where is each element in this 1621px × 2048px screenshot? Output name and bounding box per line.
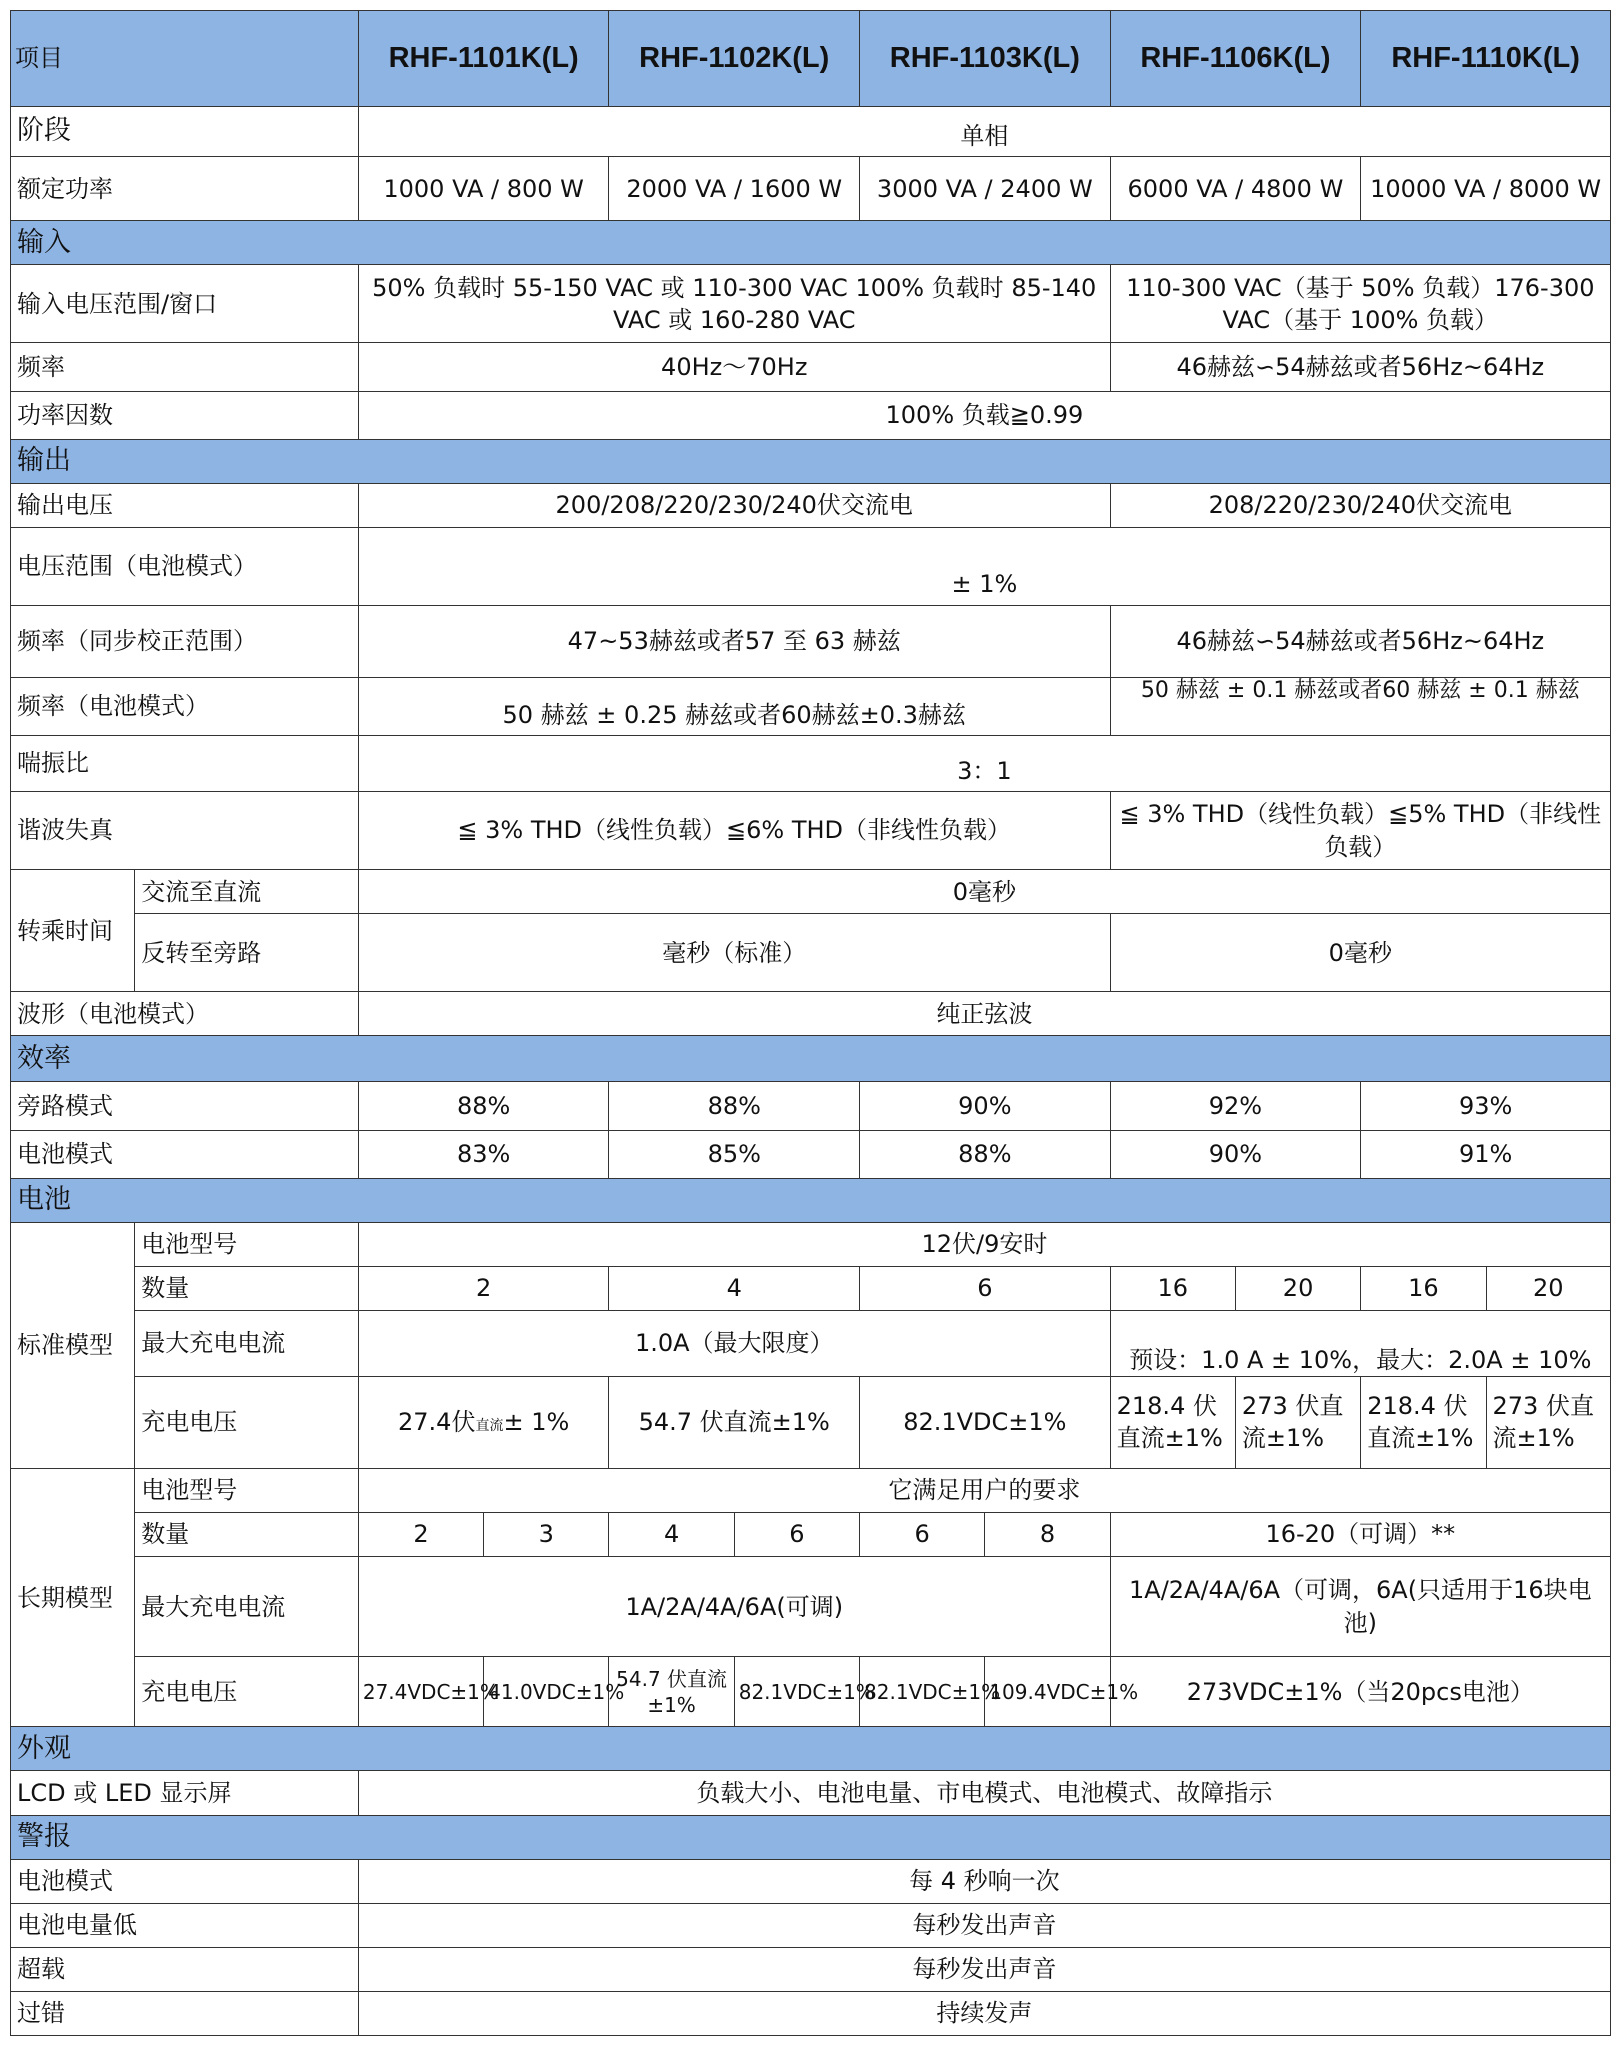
transfer-ac-dc-row: [11, 870, 1611, 914]
std-charge-voltage-value: 218.4 伏直流±1%: [1110, 1376, 1235, 1468]
display-value: 负载大小、电池电量、市电模式、电池模式、故障指示: [358, 1771, 1610, 1815]
voltage-range-label: 电压范围（电池模式）: [11, 527, 359, 605]
long-max-charge-low: 1A/2A/4A/6A(可调): [358, 1557, 1110, 1657]
header-model-2: RHF-1102K(L): [609, 11, 860, 107]
long-qty-value: 2: [358, 1513, 483, 1557]
thd-low: ≦ 3% THD（线性负载）≦6% THD（非线性负载）: [358, 792, 1110, 870]
rated-power-label: 额定功率: [11, 157, 359, 221]
thd-label: 谐波失真: [11, 792, 359, 870]
std-charge-voltage-value: 82.1VDC±1%: [860, 1376, 1111, 1468]
efficiency-battery-value: 83%: [358, 1130, 609, 1178]
frequency-battery-label: 频率（电池模式）: [11, 677, 359, 735]
header-item: 项目: [11, 11, 359, 107]
std-charge-voltage-value: 54.7 伏直流±1%: [609, 1376, 860, 1468]
std-cv-small: 直流: [475, 1418, 504, 1435]
section-efficiency: [11, 1036, 1611, 1082]
input-frequency-low: 40Hz～70Hz: [358, 343, 1110, 391]
long-charge-voltage-row: [11, 1657, 1611, 1727]
frequency-sync-row: [11, 605, 1611, 677]
std-charge-voltage-value: [358, 1376, 609, 1468]
section-output-title: 输出: [11, 439, 1611, 483]
long-charge-voltage-value: 82.1VDC±1%: [860, 1657, 985, 1727]
waveform-row: [11, 992, 1611, 1036]
frequency-battery-high: 50 赫兹 ± 0.1 赫兹或者60 赫兹 ± 0.1 赫兹: [1110, 677, 1610, 735]
header-model-3: RHF-1103K(L): [860, 11, 1111, 107]
transfer-ac-dc-label: 交流至直流: [135, 870, 359, 914]
long-charge-voltage-value: 82.1VDC±1%: [734, 1657, 859, 1727]
efficiency-bypass-row: [11, 1082, 1611, 1130]
waveform-value: 纯正弦波: [358, 992, 1610, 1036]
section-alarm-title: 警报: [11, 1815, 1611, 1859]
voltage-range-value: ± 1%: [358, 527, 1610, 605]
thd-high: ≦ 3% THD（线性负载）≦5% THD（非线性负载）: [1110, 792, 1610, 870]
frequency-sync-low: 47~53赫兹或者57 至 63 赫兹: [358, 605, 1110, 677]
alarm-overload-row: [11, 1947, 1611, 1991]
efficiency-battery-row: [11, 1130, 1611, 1178]
std-max-charge-low: 1.0A（最大限度）: [358, 1310, 1110, 1376]
std-qty-label: 数量: [135, 1266, 359, 1310]
efficiency-battery-label: 电池模式: [11, 1130, 359, 1178]
frequency-sync-label: 频率（同步校正范围）: [11, 605, 359, 677]
section-efficiency-title: 效率: [11, 1036, 1611, 1082]
alarm-battery-label: 电池模式: [11, 1859, 359, 1903]
std-charge-voltage-value: 218.4 伏直流±1%: [1361, 1376, 1486, 1468]
alarm-fault-label: 过错: [11, 1991, 359, 2035]
input-frequency-high: 46赫兹∽54赫兹或者56Hz~64Hz: [1110, 343, 1610, 391]
display-row: [11, 1771, 1611, 1815]
long-qty-row: [11, 1513, 1611, 1557]
long-model-label: 长期模型: [11, 1469, 135, 1727]
efficiency-bypass-value: 88%: [609, 1082, 860, 1130]
standard-model-label: 标准模型: [11, 1222, 135, 1468]
long-qty-value: 6: [734, 1513, 859, 1557]
frequency-battery-low: 50 赫兹 ± 0.25 赫兹或者60赫兹±0.3赫兹: [358, 677, 1110, 735]
efficiency-bypass-label: 旁路模式: [11, 1082, 359, 1130]
long-qty-value: 3: [484, 1513, 609, 1557]
efficiency-battery-value: 88%: [860, 1130, 1111, 1178]
std-qty-value: 16: [1361, 1266, 1486, 1310]
section-battery-title: 电池: [11, 1178, 1611, 1222]
transfer-bypass-row: [11, 914, 1611, 992]
long-charge-voltage-label: 充电电压: [135, 1657, 359, 1727]
std-qty-value: 2: [358, 1266, 609, 1310]
input-voltage-low: 50% 负载时 55-150 VAC 或 110-300 VAC 100% 负载时 85-140 VAC 或 160-280 VAC: [358, 265, 1110, 343]
efficiency-battery-value: 90%: [1110, 1130, 1361, 1178]
transfer-bypass-low: 毫秒（标准）: [358, 914, 1110, 992]
crest-factor-label: 喘振比: [11, 736, 359, 792]
rated-power-value: 10000 VA / 8000 W: [1361, 157, 1611, 221]
power-factor-value: 100% 负载≧0.99: [358, 391, 1610, 439]
std-charge-voltage-row: [11, 1376, 1611, 1468]
std-qty-value: 20: [1235, 1266, 1360, 1310]
section-input-title: 输入: [11, 221, 1611, 265]
section-input: [11, 221, 1611, 265]
input-frequency-row: [11, 343, 1611, 391]
long-qty-value: 4: [609, 1513, 734, 1557]
output-voltage-label: 输出电压: [11, 483, 359, 527]
alarm-low-battery-label: 电池电量低: [11, 1903, 359, 1947]
transfer-time-label: 转乘时间: [11, 870, 135, 992]
std-max-charge-high: 预设：1.0 A ± 10%，最大：2.0A ± 10%: [1110, 1310, 1610, 1376]
std-type-row: [11, 1222, 1611, 1266]
section-appearance-title: 外观: [11, 1727, 1611, 1771]
transfer-bypass-high: 0毫秒: [1110, 914, 1610, 992]
alarm-fault-row: [11, 1991, 1611, 2035]
efficiency-bypass-value: 92%: [1110, 1082, 1361, 1130]
phase-row: [11, 107, 1611, 157]
efficiency-battery-value: 85%: [609, 1130, 860, 1178]
long-type-value: 它满足用户的要求: [358, 1469, 1610, 1513]
long-max-charge-high: 1A/2A/4A/6A（可调，6A(只适用于16块电池): [1110, 1557, 1610, 1657]
section-battery: [11, 1178, 1611, 1222]
section-alarm: [11, 1815, 1611, 1859]
header-row: [11, 11, 1611, 107]
std-type-value: 12伏/9安时: [358, 1222, 1610, 1266]
header-model-5: RHF-1110K(L): [1361, 11, 1611, 107]
std-cv-tail: ± 1%: [503, 1408, 570, 1437]
alarm-battery-row: [11, 1859, 1611, 1903]
long-qty-label: 数量: [135, 1513, 359, 1557]
efficiency-bypass-value: 90%: [860, 1082, 1111, 1130]
efficiency-bypass-value: 93%: [1361, 1082, 1611, 1130]
rated-power-value: 1000 VA / 800 W: [358, 157, 609, 221]
output-voltage-high: 208/220/230/240伏交流电: [1110, 483, 1610, 527]
rated-power-value: 6000 VA / 4800 W: [1110, 157, 1361, 221]
long-charge-voltage-value: 54.7 伏直流±1%: [609, 1657, 734, 1727]
std-charge-voltage-value: 273 伏直流±1%: [1486, 1376, 1610, 1468]
rated-power-row: [11, 157, 1611, 221]
long-charge-voltage-high: 273VDC±1%（当20pcs电池）: [1110, 1657, 1610, 1727]
transfer-bypass-label: 反转至旁路: [135, 914, 359, 992]
efficiency-bypass-value: 88%: [358, 1082, 609, 1130]
alarm-fault-value: 持续发声: [358, 1991, 1610, 2035]
power-factor-row: [11, 391, 1611, 439]
rated-power-value: 3000 VA / 2400 W: [860, 157, 1111, 221]
thd-row: [11, 792, 1611, 870]
output-voltage-low: 200/208/220/230/240伏交流电: [358, 483, 1110, 527]
section-appearance: [11, 1727, 1611, 1771]
long-max-charge-label: 最大充电电流: [135, 1557, 359, 1657]
spec-table: [10, 10, 1611, 2036]
std-qty-row: [11, 1266, 1611, 1310]
long-charge-voltage-value: 109.4VDC±1%: [985, 1657, 1110, 1727]
crest-factor-value: 3：1: [358, 736, 1610, 792]
long-qty-value: 8: [985, 1513, 1110, 1557]
display-label: LCD 或 LED 显示屏: [11, 1771, 359, 1815]
output-voltage-row: [11, 483, 1611, 527]
input-voltage-label: 输入电压范围/窗口: [11, 265, 359, 343]
std-charge-voltage-label: 充电电压: [135, 1376, 359, 1468]
std-qty-value: 16: [1110, 1266, 1235, 1310]
std-qty-value: 4: [609, 1266, 860, 1310]
long-qty-value: 6: [860, 1513, 985, 1557]
std-qty-value: 20: [1486, 1266, 1610, 1310]
std-max-charge-row: [11, 1310, 1611, 1376]
alarm-overload-value: 每秒发出声音: [358, 1947, 1610, 1991]
std-max-charge-label: 最大充电电流: [135, 1310, 359, 1376]
frequency-battery-row: [11, 677, 1611, 735]
long-type-label: 电池型号: [135, 1469, 359, 1513]
input-frequency-label: 频率: [11, 343, 359, 391]
header-model-4: RHF-1106K(L): [1110, 11, 1361, 107]
efficiency-battery-value: 91%: [1361, 1130, 1611, 1178]
long-charge-voltage-value: 41.0VDC±1%: [484, 1657, 609, 1727]
long-type-row: [11, 1469, 1611, 1513]
transfer-ac-dc-value: 0毫秒: [358, 870, 1610, 914]
alarm-low-battery-value: 每秒发出声音: [358, 1903, 1610, 1947]
alarm-overload-label: 超载: [11, 1947, 359, 1991]
frequency-sync-high: 46赫兹∽54赫兹或者56Hz~64Hz: [1110, 605, 1610, 677]
std-charge-voltage-value: 273 伏直流±1%: [1235, 1376, 1360, 1468]
waveform-label: 波形（电池模式）: [11, 992, 359, 1036]
power-factor-label: 功率因数: [11, 391, 359, 439]
std-type-label: 电池型号: [135, 1222, 359, 1266]
input-voltage-high: 110-300 VAC（基于 50% 负载）176-300 VAC（基于 100% 负载）: [1110, 265, 1610, 343]
alarm-battery-value: 每 4 秒响一次: [358, 1859, 1610, 1903]
crest-factor-row: [11, 736, 1611, 792]
std-qty-value: 6: [860, 1266, 1111, 1310]
long-max-charge-row: [11, 1557, 1611, 1657]
long-charge-voltage-value: 27.4VDC±1%: [358, 1657, 483, 1727]
alarm-low-battery-row: [11, 1903, 1611, 1947]
input-voltage-row: [11, 265, 1611, 343]
voltage-range-row: [11, 527, 1611, 605]
long-qty-high: 16-20（可调）**: [1110, 1513, 1610, 1557]
section-output: [11, 439, 1611, 483]
phase-value: 单相: [358, 107, 1610, 157]
rated-power-value: 2000 VA / 1600 W: [609, 157, 860, 221]
phase-label: 阶段: [11, 107, 359, 157]
std-cv-main: 27.4伏: [398, 1408, 476, 1437]
header-model-1: RHF-1101K(L): [358, 11, 609, 107]
